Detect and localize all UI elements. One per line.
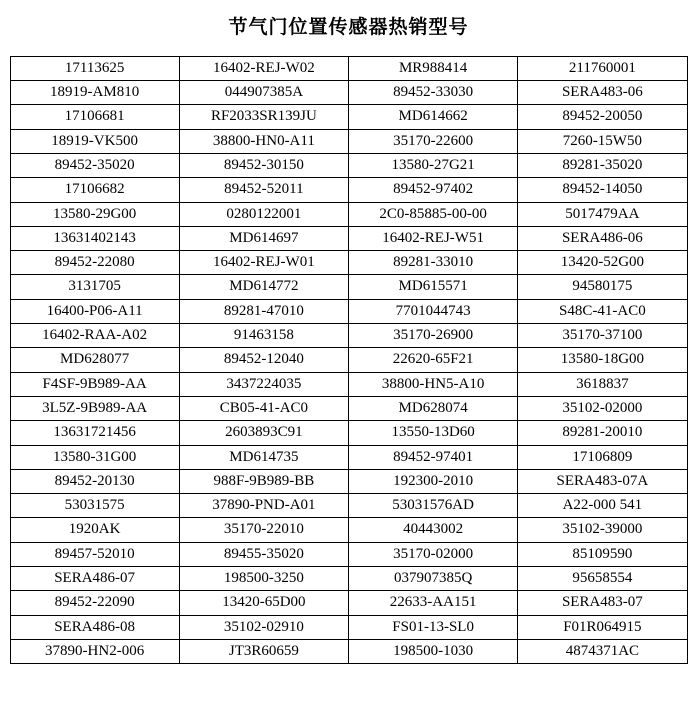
table-cell: MD614772 — [179, 275, 348, 299]
table-cell: 3618837 — [518, 372, 687, 396]
table-cell: 3L5Z-9B989-AA — [10, 396, 179, 420]
table-cell: 18919-VK500 — [10, 129, 179, 153]
table-cell: 22633-AA151 — [349, 591, 518, 615]
table-cell: 94580175 — [518, 275, 687, 299]
table-cell: JT3R60659 — [179, 639, 348, 663]
table-cell: 16400-P06-A11 — [10, 299, 179, 323]
table-cell: 1920AK — [10, 518, 179, 542]
table-cell: S48C-41-AC0 — [518, 299, 687, 323]
table-row — [10, 105, 687, 129]
table-cell: 89281-20010 — [518, 421, 687, 445]
table-row — [10, 615, 687, 639]
table-cell: 53031575 — [10, 494, 179, 518]
table-cell: 35170-37100 — [518, 324, 687, 348]
table-cell: MD615571 — [349, 275, 518, 299]
table-cell: 211760001 — [518, 56, 687, 80]
table-cell: SERA483-06 — [518, 81, 687, 105]
table-cell: 13420-65D00 — [179, 591, 348, 615]
table-cell: MD614697 — [179, 226, 348, 250]
table-row — [10, 421, 687, 445]
table-cell: 13580-29G00 — [10, 202, 179, 226]
table-cell: 16402-REJ-W02 — [179, 56, 348, 80]
table-cell: A22-000 541 — [518, 494, 687, 518]
table-cell: 18919-AM810 — [10, 81, 179, 105]
table-cell: 38800-HN0-A11 — [179, 129, 348, 153]
table-cell: 89452-22080 — [10, 251, 179, 275]
table-cell: 22620-65F21 — [349, 348, 518, 372]
table-cell: 037907385Q — [349, 567, 518, 591]
table-cell: 35102-39000 — [518, 518, 687, 542]
table-row — [10, 324, 687, 348]
table-body — [10, 56, 687, 663]
table-row — [10, 81, 687, 105]
table-cell: 3131705 — [10, 275, 179, 299]
table-cell: 91463158 — [179, 324, 348, 348]
table-cell: 044907385A — [179, 81, 348, 105]
table-cell: 89457-52010 — [10, 542, 179, 566]
page-title: 节气门位置传感器热销型号 — [228, 17, 469, 38]
table-cell: 13580-31G00 — [10, 445, 179, 469]
table-row — [10, 591, 687, 615]
table-row — [10, 372, 687, 396]
table-row — [10, 251, 687, 275]
table-cell: 5017479AA — [518, 202, 687, 226]
table-cell: 13420-52G00 — [518, 251, 687, 275]
table-cell: 35170-22600 — [349, 129, 518, 153]
table-cell: 7701044743 — [349, 299, 518, 323]
table-cell: SERA486-07 — [10, 567, 179, 591]
table-cell: MD614735 — [179, 445, 348, 469]
table-cell: 89452-35020 — [10, 153, 179, 177]
table-cell: MD628074 — [349, 396, 518, 420]
table-cell: 35170-02000 — [349, 542, 518, 566]
table-cell: 89281-47010 — [179, 299, 348, 323]
table-cell: MD614662 — [349, 105, 518, 129]
table-cell: SERA483-07 — [518, 591, 687, 615]
table-cell: 37890-PND-A01 — [179, 494, 348, 518]
table-cell: 35170-26900 — [349, 324, 518, 348]
table-cell: MR988414 — [349, 56, 518, 80]
table-cell: 13580-27G21 — [349, 153, 518, 177]
table-cell: 13631721456 — [10, 421, 179, 445]
table-row — [10, 226, 687, 250]
table-cell: 0280122001 — [179, 202, 348, 226]
table-cell: 37890-HN2-006 — [10, 639, 179, 663]
table-cell: 3437224035 — [179, 372, 348, 396]
table-cell: 4874371AC — [518, 639, 687, 663]
table-cell: 89452-14050 — [518, 178, 687, 202]
table-row — [10, 348, 687, 372]
table-cell: 89452-52011 — [179, 178, 348, 202]
table-row — [10, 129, 687, 153]
table-cell: 2C0-85885-00-00 — [349, 202, 518, 226]
table-cell: 53031576AD — [349, 494, 518, 518]
table-cell: 89452-20050 — [518, 105, 687, 129]
table-row — [10, 178, 687, 202]
table-cell: SERA483-07A — [518, 469, 687, 493]
table-cell: 13631402143 — [10, 226, 179, 250]
table-cell: 35170-22010 — [179, 518, 348, 542]
table-cell: 89452-97402 — [349, 178, 518, 202]
table-cell: 17113625 — [10, 56, 179, 80]
table-cell: 17106681 — [10, 105, 179, 129]
table-row — [10, 494, 687, 518]
table-cell: 198500-3250 — [179, 567, 348, 591]
table-cell: 85109590 — [518, 542, 687, 566]
table-row — [10, 469, 687, 493]
table-cell: 192300-2010 — [349, 469, 518, 493]
table-cell: 13550-13D60 — [349, 421, 518, 445]
table-cell: 198500-1030 — [349, 639, 518, 663]
table-cell: 89452-33030 — [349, 81, 518, 105]
table-cell: 17106809 — [518, 445, 687, 469]
table-cell: 2603893C91 — [179, 421, 348, 445]
table-cell: 89281-35020 — [518, 153, 687, 177]
table-cell: SERA486-06 — [518, 226, 687, 250]
table-cell: 17106682 — [10, 178, 179, 202]
table-cell: 13580-18G00 — [518, 348, 687, 372]
table-row — [10, 275, 687, 299]
table-cell: F01R064915 — [518, 615, 687, 639]
table-cell: F4SF-9B989-AA — [10, 372, 179, 396]
table-cell: 16402-RAA-A02 — [10, 324, 179, 348]
table-cell: SERA486-08 — [10, 615, 179, 639]
table-cell: 89281-33010 — [349, 251, 518, 275]
part-number-table — [10, 56, 688, 664]
table-cell: 89452-97401 — [349, 445, 518, 469]
table-cell: FS01-13-SL0 — [349, 615, 518, 639]
table-cell: RF2033SR139JU — [179, 105, 348, 129]
table-cell: 16402-REJ-W51 — [349, 226, 518, 250]
table-cell: 35102-02910 — [179, 615, 348, 639]
table-row — [10, 153, 687, 177]
table-cell: CB05-41-AC0 — [179, 396, 348, 420]
table-cell: 95658554 — [518, 567, 687, 591]
table-cell: 38800-HN5-A10 — [349, 372, 518, 396]
table-cell: 89452-30150 — [179, 153, 348, 177]
table-row — [10, 542, 687, 566]
table-row — [10, 202, 687, 226]
table-cell: 89452-12040 — [179, 348, 348, 372]
table-cell: 89455-35020 — [179, 542, 348, 566]
table-row — [10, 518, 687, 542]
table-cell: 7260-15W50 — [518, 129, 687, 153]
table-row — [10, 299, 687, 323]
table-row — [10, 56, 687, 80]
table-cell: 988F-9B989-BB — [179, 469, 348, 493]
table-cell: 89452-22090 — [10, 591, 179, 615]
table-row — [10, 445, 687, 469]
table-row — [10, 396, 687, 420]
table-cell: 40443002 — [349, 518, 518, 542]
table-cell: MD628077 — [10, 348, 179, 372]
table-cell: 16402-REJ-W01 — [179, 251, 348, 275]
table-cell: 35102-02000 — [518, 396, 687, 420]
table-row — [10, 639, 687, 663]
table-row — [10, 567, 687, 591]
table-cell: 89452-20130 — [10, 469, 179, 493]
